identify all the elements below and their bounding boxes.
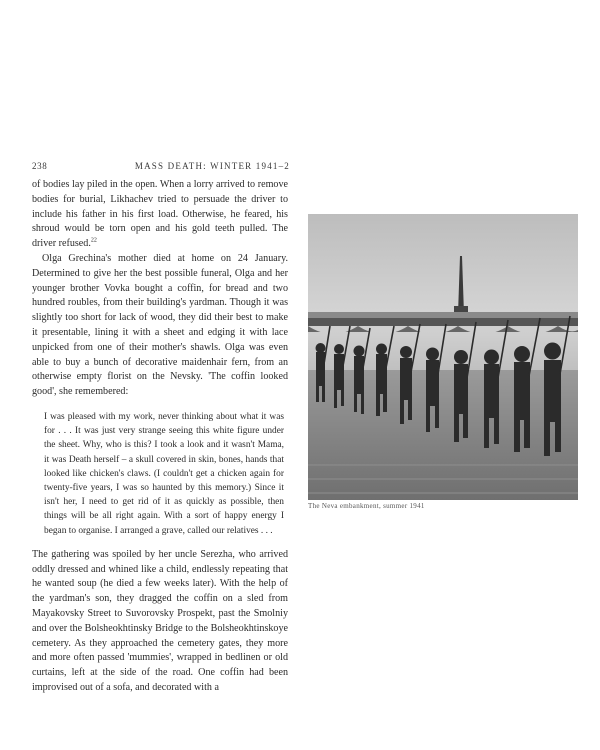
footnote-marker: 22 (90, 237, 97, 244)
chapter-title: MASS DEATH: WINTER 1941–2 (134, 161, 290, 171)
paragraph (32, 178, 288, 252)
photo-caption: The Neva embankment, summer 1941 (308, 502, 425, 510)
paragraph: The gathering was spoiled by her uncle Serezha, who arrived oddly dressed and whined like a child, endlessly repeating that he wanted soup (he died a few weeks later). With the help of the yardman's son, they dragged the coffin on a sled from Mayakovsky Street to Suvorovsky Prospekt, past the Smolniy and over the Bolsheokhtinsky Bridge to the Bolsheokhtinskoye cemetery. As they approached the cemetery gates, they more and more often passed 'mummies', wrapped in bedlinen or old curtains, left at the side of the road. One coffin had been improvised out of a sofa, and decorated with a (32, 548, 288, 693)
photograph (308, 214, 578, 500)
paragraph-text: of bodies lay piled in the open. When a lorry arrived to remove bodies for burial, Likhachev tried to persuade the driver to include his father in his first load. Otherwise, he feared, his shroud would be torn open and his gold teeth pulled. The driver refused. (32, 179, 288, 250)
neva-embankment-photo (308, 214, 578, 500)
block-quote: I was pleased with my work, never thinking about what it was for . . . It was just very strange seeing this white figure under the sheet. Why, who is this? I took a look and it wasn't Mama, it was Death herself – a skull covered in skin, bones, hands that looked like chicken's claws. (I couldn't get a chicken again for twenty-five years, I was so haunted by this memory.) Since it isn't her, I need to get rid of it as quickly as possible, then things will be all right again. With a sort of happy energy I began to organise. I arranged a grave, called our relatives . . . (44, 411, 284, 536)
running-head (32, 161, 290, 175)
paragraph: Olga Grechina's mother died at home on 24 January. Determined to give her the best possible funeral, Olga and her younger brother Vovka bought a coffin, for bread and two hundred roubles, from their building's yardman. Though it was slightly too short for lack of wood, they did their best to make it presentable, lining it with a sheet and edging it with lace unpicked from one of their mother's shawls. Olga was even able to buy a bunch of decorative maidenhair fern, from an otherwise empty florist on the Nevsky. 'The coffin looked good', she remembered: (32, 252, 288, 398)
right-page (300, 0, 600, 750)
body-text (32, 178, 288, 696)
page-number: 238 (32, 161, 48, 171)
